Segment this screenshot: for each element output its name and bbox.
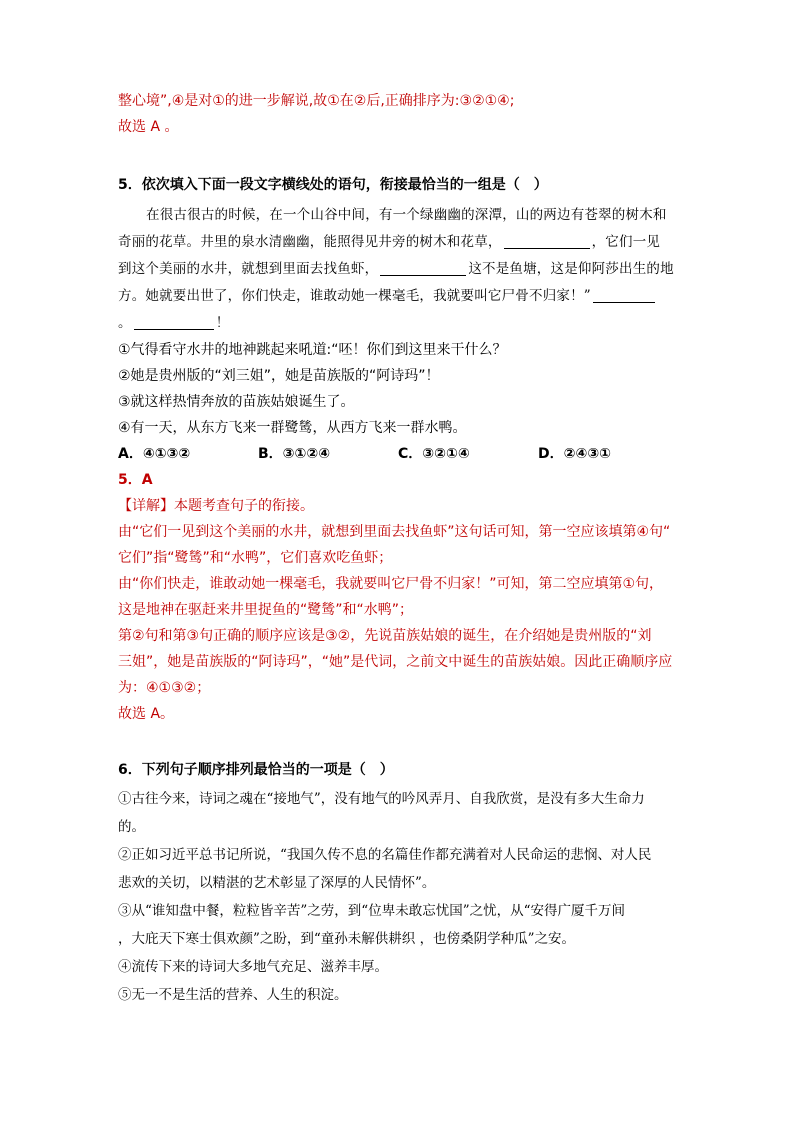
sentence-4: ④流传下来的诗词大多地气充足、滋养丰厚。	[118, 959, 388, 975]
sentence-2: ②正如习近平总书记所说，“我国久传不息的名篇佳作都充满着对人民命运的悲悯、对人民	[118, 847, 652, 863]
choice-d[interactable]: D．②④③①	[538, 446, 612, 462]
option-sentence-4: ④有一天，从东方飞来一群鹭鸶，从西方飞来一群水鸭。	[118, 420, 467, 436]
passage-line-4	[118, 283, 678, 310]
document-page	[118, 88, 678, 1009]
passage-line-5	[118, 310, 678, 337]
question-6-stem: 6．下列句子顺序排列最恰当的一项是（ ）	[118, 762, 394, 778]
answer-label: 5．A	[118, 472, 153, 488]
sentence-5: ⑤无一不是生活的营养、人生的积淀。	[118, 987, 348, 1003]
fill-blank-1[interactable]	[504, 234, 590, 249]
explanation-line: 由“它们一见到这个美丽的水井，就想到里面去找鱼虾”这句话可知，第一空应该填第④句“	[118, 524, 671, 540]
explanation-line: 它们”指“鹭鸶”和“水鸭”，它们喜欢吃鱼虾；	[118, 550, 393, 566]
prev-answer-conclusion: 整心境”,④是对①的进一步解说,故①在②后,正确排序为:③②①④;	[118, 93, 515, 109]
passage-text: ！	[215, 315, 230, 331]
option-sentence-2: ②她是贵州版的“刘三姐”，她是苗族版的“阿诗玛”！	[118, 368, 440, 384]
question-5-passage	[118, 202, 678, 337]
question-5-stem: 5．依次填入下面一段文字横线处的语句，衔接最恰当的一组是（ ）	[118, 177, 548, 193]
choice-a[interactable]: A．④①③②	[118, 446, 191, 462]
explanation-heading: 【详解】本题考查句子的衔接。	[118, 498, 314, 514]
explanation-line: 为：④①③②；	[118, 680, 211, 696]
question-5-choices	[118, 441, 678, 467]
sentence-1: ①古往今来，诗词之魂在“接地气”，没有地气的吟风弄月、自我欣赏，是没有多大生命力	[118, 791, 645, 807]
sentence-3-cont: ，大庇天下寒士俱欢颜”之盼，到“童孙未解供耕织 ，也傍桑阴学种瓜”之安。	[118, 931, 575, 947]
fill-blank-2[interactable]	[380, 261, 466, 276]
explanation-line: 第②句和第③句正确的顺序应该是③②，先说苗族姑娘的诞生，在介绍她是贵州版的“刘	[118, 628, 652, 644]
passage-text: ，它们一见	[591, 234, 661, 250]
prev-answer-choice: 故选 A 。	[118, 119, 179, 135]
sentence-1-cont: 的。	[118, 819, 145, 835]
explanation-line: 由“你们快走，谁敢动她一棵毫毛，我就要叫它尸骨不归家！”可知，第二空应填第①句，	[118, 576, 664, 592]
option-sentence-1: ①气得看守水井的地神跳起来吼道:“呸！你们到这里来干什么？	[118, 342, 507, 358]
passage-line-1: 在很古很古的时候，在一个山谷中间，有一个绿幽幽的深潭，山的两边有苍翠的树木和	[146, 207, 667, 223]
sentence-2-cont: 悲欢的关切，以精湛的艺术彰显了深厚的人民情怀”。	[118, 875, 436, 891]
question-5-answer-block	[118, 467, 678, 727]
sentence-3: ③从“谁知盘中餐，粒粒皆辛苦”之劳，到“位卑未敢忘忧国”之忧，从“安得广厦千万间	[118, 903, 626, 919]
choice-c[interactable]: C．③②①④	[398, 446, 470, 462]
explanation-line: 这是地神在驱赶来井里捉鱼的“鹭鸶”和“水鸭”；	[118, 602, 414, 618]
passage-text: 奇丽的花草。井里的泉水清幽幽，能照得见井旁的树木和花草，	[118, 234, 502, 250]
passage-text: 这不是鱼塘，这是仰阿莎出生的地	[468, 261, 674, 277]
passage-text: 到这个美丽的水井，就想到里面去找鱼虾，	[118, 261, 379, 277]
passage-text: 方。她就要出世了，你们快走，谁敢动她一棵毫毛，我就要叫它尸骨不归家！”	[118, 288, 591, 304]
question-6-sentences	[118, 785, 678, 1009]
fill-blank-4[interactable]	[134, 315, 214, 330]
option-sentence-3: ③就这样热情奔放的苗族姑娘诞生了。	[118, 394, 355, 410]
fill-blank-3[interactable]	[593, 288, 655, 303]
passage-text: 。	[118, 315, 132, 331]
choice-b[interactable]: B．③①②④	[258, 446, 331, 462]
passage-line-2	[118, 229, 678, 256]
explanation-line: 故选 A。	[118, 706, 175, 722]
passage-line-3	[118, 256, 678, 283]
explanation-line: 三姐”，她是苗族版的“阿诗玛”，“她”是代词，之前文中诞生的苗族姑娘。因此正确顺序应	[118, 654, 673, 670]
